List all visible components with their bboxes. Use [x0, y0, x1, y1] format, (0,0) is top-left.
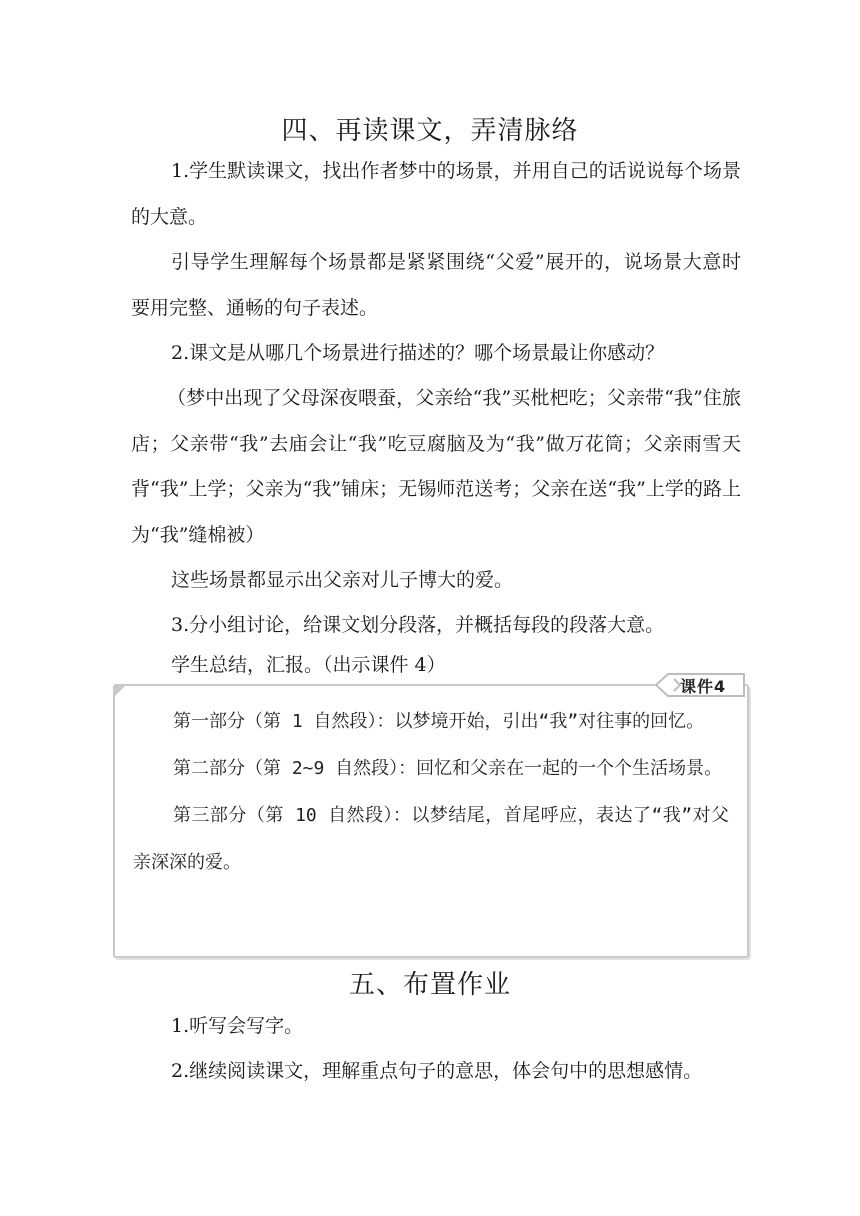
- courseware-item-3: 第三部分（第 10 自然段）：以梦结尾，首尾呼应，表达了“我”对父亲深深的爱。: [133, 805, 729, 873]
- paragraph-4-scenes: （梦中出现了父母深夜喂蚕，父亲给“我”买枇杷吃；父亲带“我”住旅店；父亲带“我”去庙会让“我”吃豆腐脑及为“我”做万花筒；父亲雨雪天背“我”上学；父亲为“我”铺床；无锡师范送考；父亲在送“我”上学的路上为“我”缝棉被）: [131, 387, 741, 546]
- paragraph-6: 3.分小组讨论，给课文划分段落，并概括每段的段落大意。: [171, 614, 665, 636]
- courseware-tag-label: 课件4: [680, 677, 727, 696]
- courseware-item-1: 第一部分（第 1 自然段）：以梦境开始，引出“我”对往事的回忆。: [173, 711, 705, 732]
- paragraph-5: 这些场景都显示出父亲对儿子博大的爱。: [171, 569, 514, 591]
- section-heading-4: 四、再读课文，弄清脉络: [281, 116, 579, 146]
- courseware-item-2: 第二部分（第 2~9 自然段）：回忆和父亲在一起的一个个生活场景。: [173, 758, 723, 779]
- paragraph-3: 2.课文是从哪几个场景进行描述的？哪个场景最让你感动？: [171, 342, 665, 364]
- paragraph-7: 学生总结，汇报。（出示课件 4）: [171, 654, 446, 676]
- courseware-box: [113, 684, 749, 958]
- courseware-content: [133, 698, 729, 886]
- box-corner-decoration: [115, 686, 125, 696]
- courseware-tag: [654, 673, 746, 697]
- homework-item-2: 2.继续阅读课文，理解重点句子的意思，体会句中的思想感情。: [171, 1060, 703, 1082]
- paragraph-2: 引导学生理解每个场景都是紧紧围绕“父爱”展开的，说场景大意时要用完整、通畅的句子表述。: [131, 251, 741, 319]
- homework-item-1: 1.听写会写字。: [171, 1015, 304, 1037]
- paragraph-1: 1.学生默读课文，找出作者梦中的场景，并用自己的话说说每个场景的大意。: [131, 160, 741, 228]
- section-heading-5: 五、布置作业: [348, 970, 511, 1000]
